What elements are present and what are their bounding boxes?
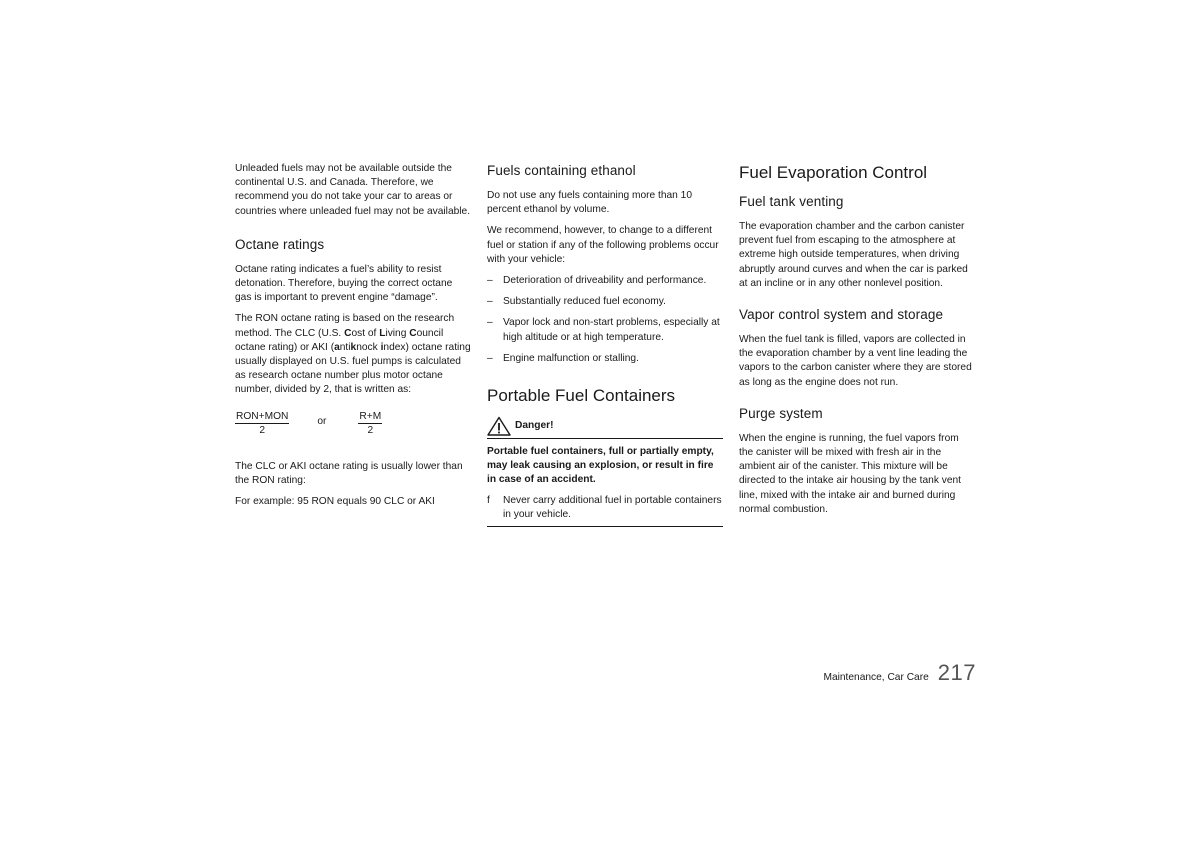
warning-triangle-icon: [487, 416, 511, 436]
purge-system-heading: Purge system: [739, 405, 823, 421]
list-item: – Engine malfunction or stalling.: [487, 352, 639, 364]
page-footer: [700, 660, 976, 686]
column-right: [739, 162, 975, 524]
vapor-control-heading: Vapor control system and storage: [739, 307, 944, 323]
danger-text: Portable fuel containers, full or partially empty, may leak causing an explosion, or result in fire in case of an accident.: [487, 446, 714, 486]
warning-item-text: Never carry additional fuel in portable containers in your vehicle.: [503, 494, 722, 520]
ethanol-heading: Fuels containing ethanol: [487, 163, 636, 178]
clc-aki-paragraph: The CLC or AKI octane rating is usually lower than the RON rating:: [235, 460, 463, 486]
r-m-denominator: 2: [367, 424, 374, 436]
unleaded-intro-paragraph: Unleaded fuels may not be available outside the continental U.S. and Canada. Therefore, we recommend you do not take your car to areas or countries where unleaded fuel may not be available.: [235, 163, 471, 217]
danger-header: [487, 416, 723, 439]
formula-or: or: [317, 415, 327, 427]
warning-bullet: f: [487, 494, 490, 506]
list-item: – Deterioration of driveability and performance.: [487, 275, 707, 287]
octane-rating-paragraph: Octane rating indicates a fuel’s ability to resist detonation. Therefore, buying the correct octane gas is important to prevent engine “damage”.: [235, 263, 453, 304]
column-middle: [487, 162, 723, 527]
purge-system-paragraph: When the engine is running, the fuel vapors from the canister will be mixed with fresh air in the ambient air of the canister. This mixture will be directed to the intake air housing by the tank vent line, mixed with the intake air and burned during normal combustion.: [739, 432, 962, 515]
example-paragraph: For example: 95 RON equals 90 CLC or AKI: [235, 496, 435, 508]
list-item: – Vapor lock and non-start problems, especially at high altitude or at high temperature.: [487, 317, 720, 343]
page-number: 217: [937, 660, 976, 685]
ethanol-paragraph-2: We recommend, however, to change to a different fuel or station if any of the following problems occur with your vehicle:: [487, 225, 719, 265]
octane-formula: [235, 410, 471, 442]
tank-venting-heading: Fuel tank venting: [739, 194, 844, 209]
list-item: – Substantially reduced fuel economy.: [487, 296, 666, 308]
section-title: Maintenance, Car Care: [823, 672, 929, 683]
r-m-numerator: R+M: [359, 410, 382, 422]
evaporation-control-heading: Fuel Evaporation Control: [739, 163, 928, 182]
ron-mon-numerator: RON+MON: [236, 410, 289, 422]
tank-venting-paragraph: The evaporation chamber and the carbon canister prevent fuel from escaping to the atmosphere at extreme high outside temperatures, when driving abruptly around curves and when the car is parked at an incline or in any other nonlevel position.: [739, 221, 968, 289]
ethanol-paragraph-1: Do not use any fuels containing more than 10 percent ethanol by volume.: [487, 190, 693, 216]
warning-list-item: [487, 494, 723, 527]
ron-mon-denominator: 2: [259, 424, 266, 436]
portable-containers-heading: Portable Fuel Containers: [487, 386, 676, 406]
vapor-control-paragraph: When the fuel tank is filled, vapors are collected in the evaporation chamber by a vent line leading the vapors to the carbon canister where they are stored as long as the engine does not run.: [739, 334, 972, 388]
column-left: [235, 162, 471, 516]
r-m-fraction: [358, 410, 382, 437]
octane-ratings-heading: Octane ratings: [235, 236, 325, 252]
ron-mon-fraction: [235, 410, 289, 437]
danger-label: Danger!: [515, 419, 554, 431]
problem-list: [487, 274, 723, 366]
ron-rating-paragraph: The RON octane rating is based on the research method. The CLC (U.S. Cost of Living Council octane rating) or AKI (antiknock index) octane rating usually displayed on U.S. fuel pumps is calculated as research octane number plus motor octane number, divided by 2, that is written as:: [235, 313, 471, 396]
